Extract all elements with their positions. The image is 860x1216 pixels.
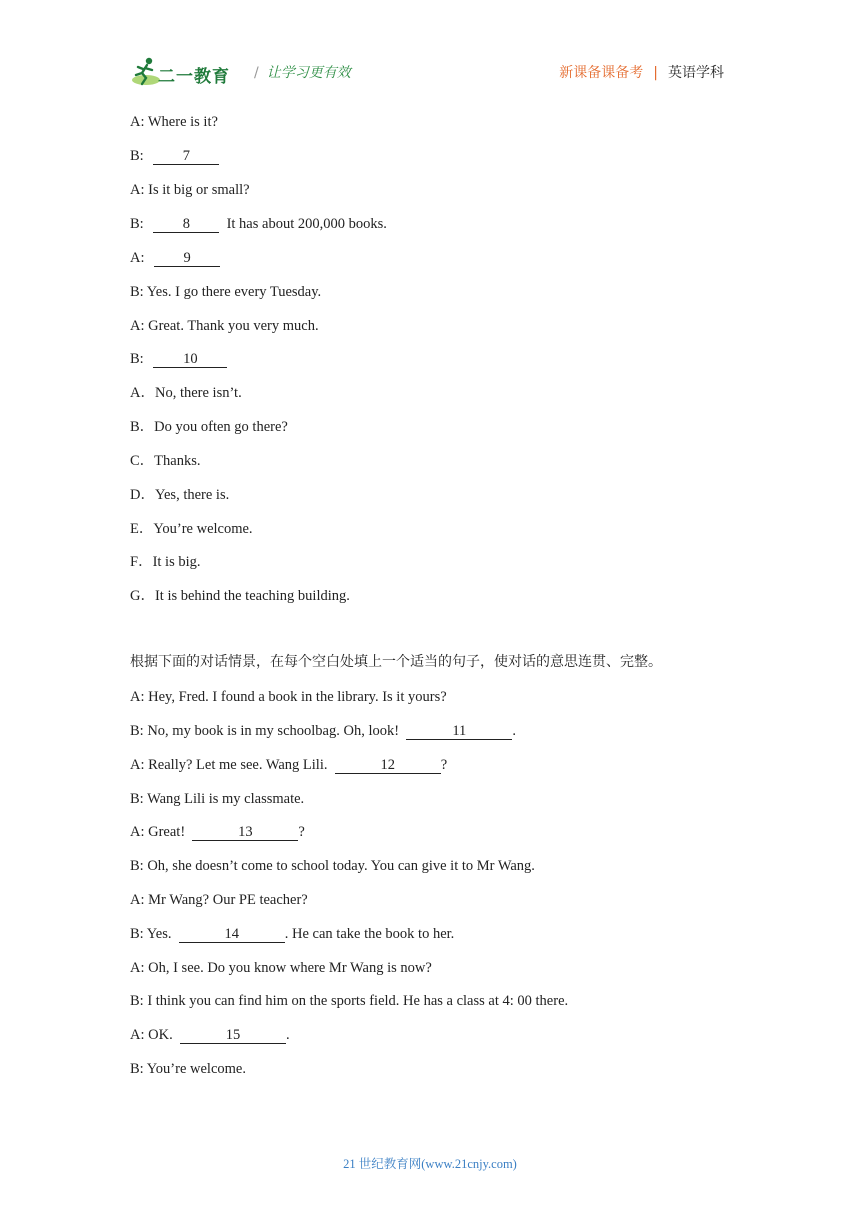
line-suffix: It has about 200,000 books. bbox=[219, 216, 387, 232]
page-header bbox=[130, 56, 724, 90]
dialog2-line bbox=[130, 925, 454, 943]
dialog1-line bbox=[130, 181, 250, 199]
option-item: G．It is behind the teaching building. bbox=[130, 588, 350, 604]
dialog1-line bbox=[130, 215, 387, 233]
line-text: B: bbox=[130, 351, 148, 367]
answer-blank[interactable]: 9 bbox=[154, 250, 220, 267]
option-item: C．Thanks. bbox=[130, 453, 201, 469]
answer-blank[interactable]: 10 bbox=[153, 351, 227, 368]
answer-blank[interactable]: 14 bbox=[179, 926, 285, 943]
option-item: E．You’re welcome. bbox=[130, 521, 253, 537]
dialog2-line bbox=[130, 756, 447, 774]
slogan-text: 让学习更有效 bbox=[266, 65, 351, 81]
option-item: F．It is big. bbox=[130, 554, 201, 570]
logo-text: 二一教育 bbox=[158, 67, 230, 87]
dialog2-line bbox=[130, 688, 447, 706]
line-text: A: Great! bbox=[130, 824, 193, 840]
option-item: D．Yes, there is. bbox=[130, 487, 230, 503]
line-text: A: Really? Let me see. Wang Lili. bbox=[130, 757, 335, 773]
line-text: B: Oh, she doesn’t come to school today. You can give it to Mr Wang. bbox=[130, 858, 535, 874]
dialog2-line bbox=[130, 1060, 246, 1078]
dialog2-line bbox=[130, 857, 535, 875]
line-text: A: Is it big or small? bbox=[130, 182, 250, 198]
dialog2-line bbox=[130, 722, 516, 740]
option-item: A．No, there isn’t. bbox=[130, 385, 242, 401]
answer-blank[interactable]: 7 bbox=[153, 148, 219, 165]
answer-blank[interactable]: 13 bbox=[192, 824, 298, 841]
line-text: A: Mr Wang? Our PE teacher? bbox=[130, 892, 308, 908]
line-text: A: Hey, Fred. I found a book in the library. Is it yours? bbox=[130, 689, 447, 705]
dialog2-line bbox=[130, 959, 432, 977]
dialog1-line bbox=[130, 350, 227, 368]
line-suffix: ? bbox=[440, 757, 448, 773]
line-text: B: I think you can find him on the sports field. He has a class at 4: 00 there. bbox=[130, 993, 569, 1009]
answer-blank[interactable]: 15 bbox=[180, 1027, 286, 1044]
header-course-label: 新课备课备考 bbox=[559, 65, 644, 81]
runner-logo-icon bbox=[130, 56, 160, 88]
dialog1-line bbox=[130, 113, 218, 131]
logo bbox=[130, 56, 240, 88]
line-text: A: bbox=[130, 250, 149, 266]
dialog2-line bbox=[130, 992, 568, 1010]
header-right bbox=[559, 62, 724, 82]
answer-blank[interactable]: 12 bbox=[335, 757, 441, 774]
line-suffix: . bbox=[512, 723, 516, 739]
page-footer[interactable]: 21 世纪教育网(www.21cnjy.com) bbox=[343, 1157, 517, 1171]
line-text: A: Great. Thank you very much. bbox=[130, 318, 319, 334]
line-text: B: Wang Lili is my classmate. bbox=[130, 791, 305, 807]
dialog1-line bbox=[130, 317, 319, 335]
answer-blank[interactable]: 11 bbox=[406, 723, 512, 740]
line-text: B: Yes. bbox=[130, 926, 179, 942]
dialog1-line bbox=[130, 283, 321, 301]
dialog1-line bbox=[130, 249, 220, 267]
line-text: B: No, my book is in my schoolbag. Oh, look! bbox=[130, 723, 407, 739]
line-text: B: You’re welcome. bbox=[130, 1061, 246, 1077]
line-suffix: . He can take the book to her. bbox=[284, 926, 455, 942]
dialog1-line bbox=[130, 147, 219, 165]
dialog2-line bbox=[130, 823, 305, 841]
dialog2-line bbox=[130, 790, 304, 808]
header-subject: 英语学科 bbox=[668, 65, 724, 81]
answer-blank[interactable]: 8 bbox=[153, 216, 219, 233]
line-text: A: Where is it? bbox=[130, 114, 218, 130]
line-text: A: OK. bbox=[130, 1027, 180, 1043]
line-text: A: Oh, I see. Do you know where Mr Wang is now? bbox=[130, 960, 432, 976]
line-text: B: bbox=[130, 148, 148, 164]
line-suffix: ? bbox=[298, 824, 305, 840]
line-suffix: . bbox=[285, 1027, 290, 1043]
dialog2-line bbox=[130, 1026, 290, 1044]
header-separator: | bbox=[653, 65, 658, 81]
option-item: B．Do you often go there? bbox=[130, 419, 288, 435]
section-instruction: 根据下面的对话情景，在每个空白处填上一个适当的句子，使对话的意思连贯、完整。 bbox=[130, 654, 662, 670]
line-text: B: bbox=[130, 216, 148, 232]
slogan: / 让学习更有效 bbox=[254, 65, 351, 81]
dialog2-line bbox=[130, 891, 308, 909]
line-text: B: Yes. I go there every Tuesday. bbox=[130, 284, 322, 300]
